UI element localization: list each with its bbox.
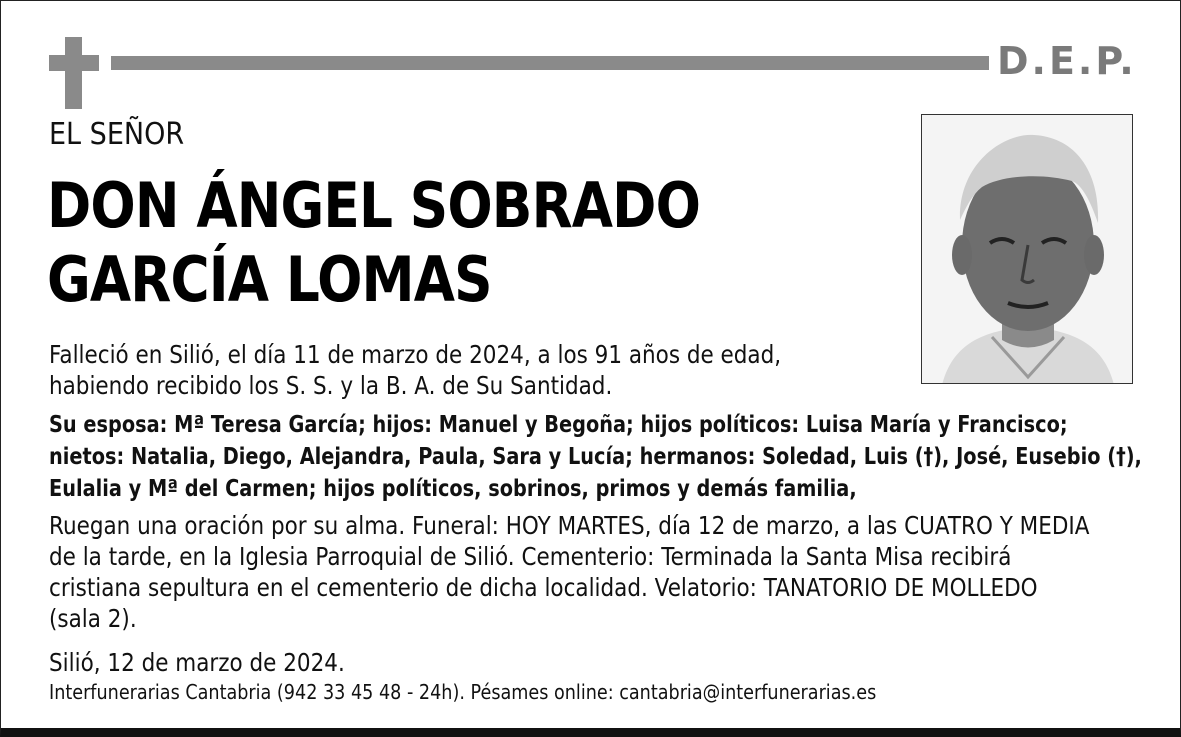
place-date: Silió, 12 de marzo de 2024. xyxy=(49,648,345,677)
header-rule xyxy=(111,56,989,70)
title-prefix: EL SEÑOR xyxy=(49,117,185,152)
dep-label: D.E.P. xyxy=(997,39,1137,83)
family-line-3: Eulalia y Mª del Carmen; hijos políticos, sobrinos, primos y demás familia, xyxy=(49,476,857,502)
family-list xyxy=(49,409,1142,505)
portrait-photo xyxy=(921,114,1133,384)
death-notice xyxy=(49,339,781,401)
funeral-line-1: Ruegan una oración por su alma. Funeral: HOY MARTES, día 12 de marzo, a las CUATRO Y MEDIA xyxy=(49,511,1090,540)
family-line-2: nietos: Natalia, Diego, Alejandra, Paula, Sara y Lucía; hermanos: Soledad, Luis (†), José, Eusebio (†), xyxy=(49,444,1142,470)
death-notice-line-1: Falleció en Silió, el día 11 de marzo de 2024, a los 91 años de edad, xyxy=(49,340,782,369)
family-line-1: Su esposa: Mª Teresa García; hijos: Manuel y Begoña; hijos políticos: Luisa María y Francisco; xyxy=(49,412,1068,438)
funeral-home-contact: Interfunerarias Cantabria (942 33 45 48 - 24h). Pésames online: cantabria@interfunerarias.es xyxy=(49,680,877,704)
death-notice-line-2: habiendo recibido los S. S. y la B. A. de Su Santidad. xyxy=(49,371,613,400)
funeral-line-3: cristiana sepultura en el cementerio de dicha localidad. Velatorio: TANATORIO DE MOLLEDO xyxy=(49,573,1038,602)
portrait-image xyxy=(922,115,1133,384)
funeral-line-2: de la tarde, en la Iglesia Parroquial de Silió. Cementerio: Terminada la Santa Misa recibirá xyxy=(49,542,1012,571)
name-line-1: DON ÁNGEL SOBRADO xyxy=(47,169,701,242)
name-line-2: GARCÍA LOMAS xyxy=(47,243,492,316)
funeral-line-4: (sala 2). xyxy=(49,604,137,633)
deceased-name xyxy=(47,169,700,317)
cross-icon xyxy=(49,37,99,109)
funeral-details xyxy=(49,510,1089,634)
